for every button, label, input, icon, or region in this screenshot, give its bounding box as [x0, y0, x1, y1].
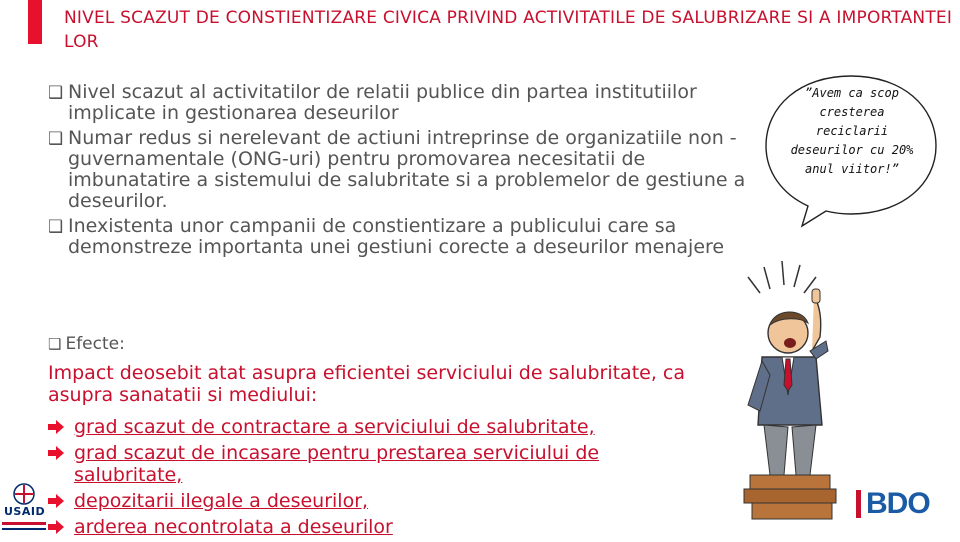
- bullet-text: Nivel scazut al activitatilor de relatii publice din partea institutiilor implicate in gestionarea deseurilor: [68, 81, 697, 124]
- effects-heading-text: Efecte:: [65, 334, 125, 354]
- bullet-text: Inexistenta unor campanii de constientizare a publicului care sa demonstreze importanta unei gestiuni corecte a deseurilor menajere: [68, 215, 725, 258]
- checkbox-square-icon: ❑: [48, 83, 64, 103]
- bullet-text: Numar redus si nerelevant de actiuni intreprinse de organizatiile non -guvernamentale (ONG-uri) pentru promovarea necesitatii de imbunatatire a sistemului de salubritate si a problemelor de gestiune a deseurilor.: [68, 127, 746, 212]
- accent-bar: [28, 0, 42, 44]
- bdo-logo: BDO: [866, 487, 930, 520]
- red-arrow-icon: [48, 420, 64, 434]
- bullet-item: [48, 82, 763, 124]
- checkbox-square-icon: ❑: [48, 335, 62, 353]
- effects-heading: [48, 334, 125, 354]
- red-arrow-icon: [48, 520, 64, 534]
- red-arrow-icon: [48, 446, 64, 460]
- checkbox-square-icon: ❑: [48, 129, 64, 149]
- red-arrow-icon: [48, 494, 64, 508]
- shouting-man-illustration: [730, 255, 850, 525]
- effects-list: [48, 416, 668, 542]
- speech-bubble-text: ”Avem ca scop cresterea reciclarii deseurilor cu 20% anul viitor!”: [790, 86, 914, 176]
- effect-item[interactable]: [48, 516, 668, 538]
- page-title: NIVEL SCAZUT DE CONSTIENTIZARE CIVICA PRIVIND ACTIVITATILE DE SALUBRIZARE SI A IMPORTANTEI LOR: [64, 8, 953, 52]
- checkbox-square-icon: ❑: [48, 217, 64, 237]
- bullet-item: [48, 216, 763, 258]
- effect-item[interactable]: [48, 416, 668, 438]
- bdo-logo-bar: [856, 488, 940, 520]
- effect-text: arderea necontrolata a deseurilor: [74, 516, 393, 538]
- bullet-list: [48, 82, 763, 262]
- effect-text: grad scazut de contractare a serviciului de salubritate,: [74, 416, 595, 438]
- impact-text: Impact deosebit atat asupra eficientei serviciului de salubritate, ca asupra sanatatii si mediului:: [48, 362, 686, 406]
- effect-item[interactable]: [48, 490, 668, 512]
- bullet-item: [48, 128, 763, 212]
- effect-text: depozitarii ilegale a deseurilor,: [74, 490, 369, 512]
- usaid-logo-text: USAID: [4, 505, 46, 518]
- effect-item[interactable]: [48, 442, 668, 486]
- effect-text: grad scazut de incasare pentru prestarea serviciului de salubritate,: [74, 442, 600, 486]
